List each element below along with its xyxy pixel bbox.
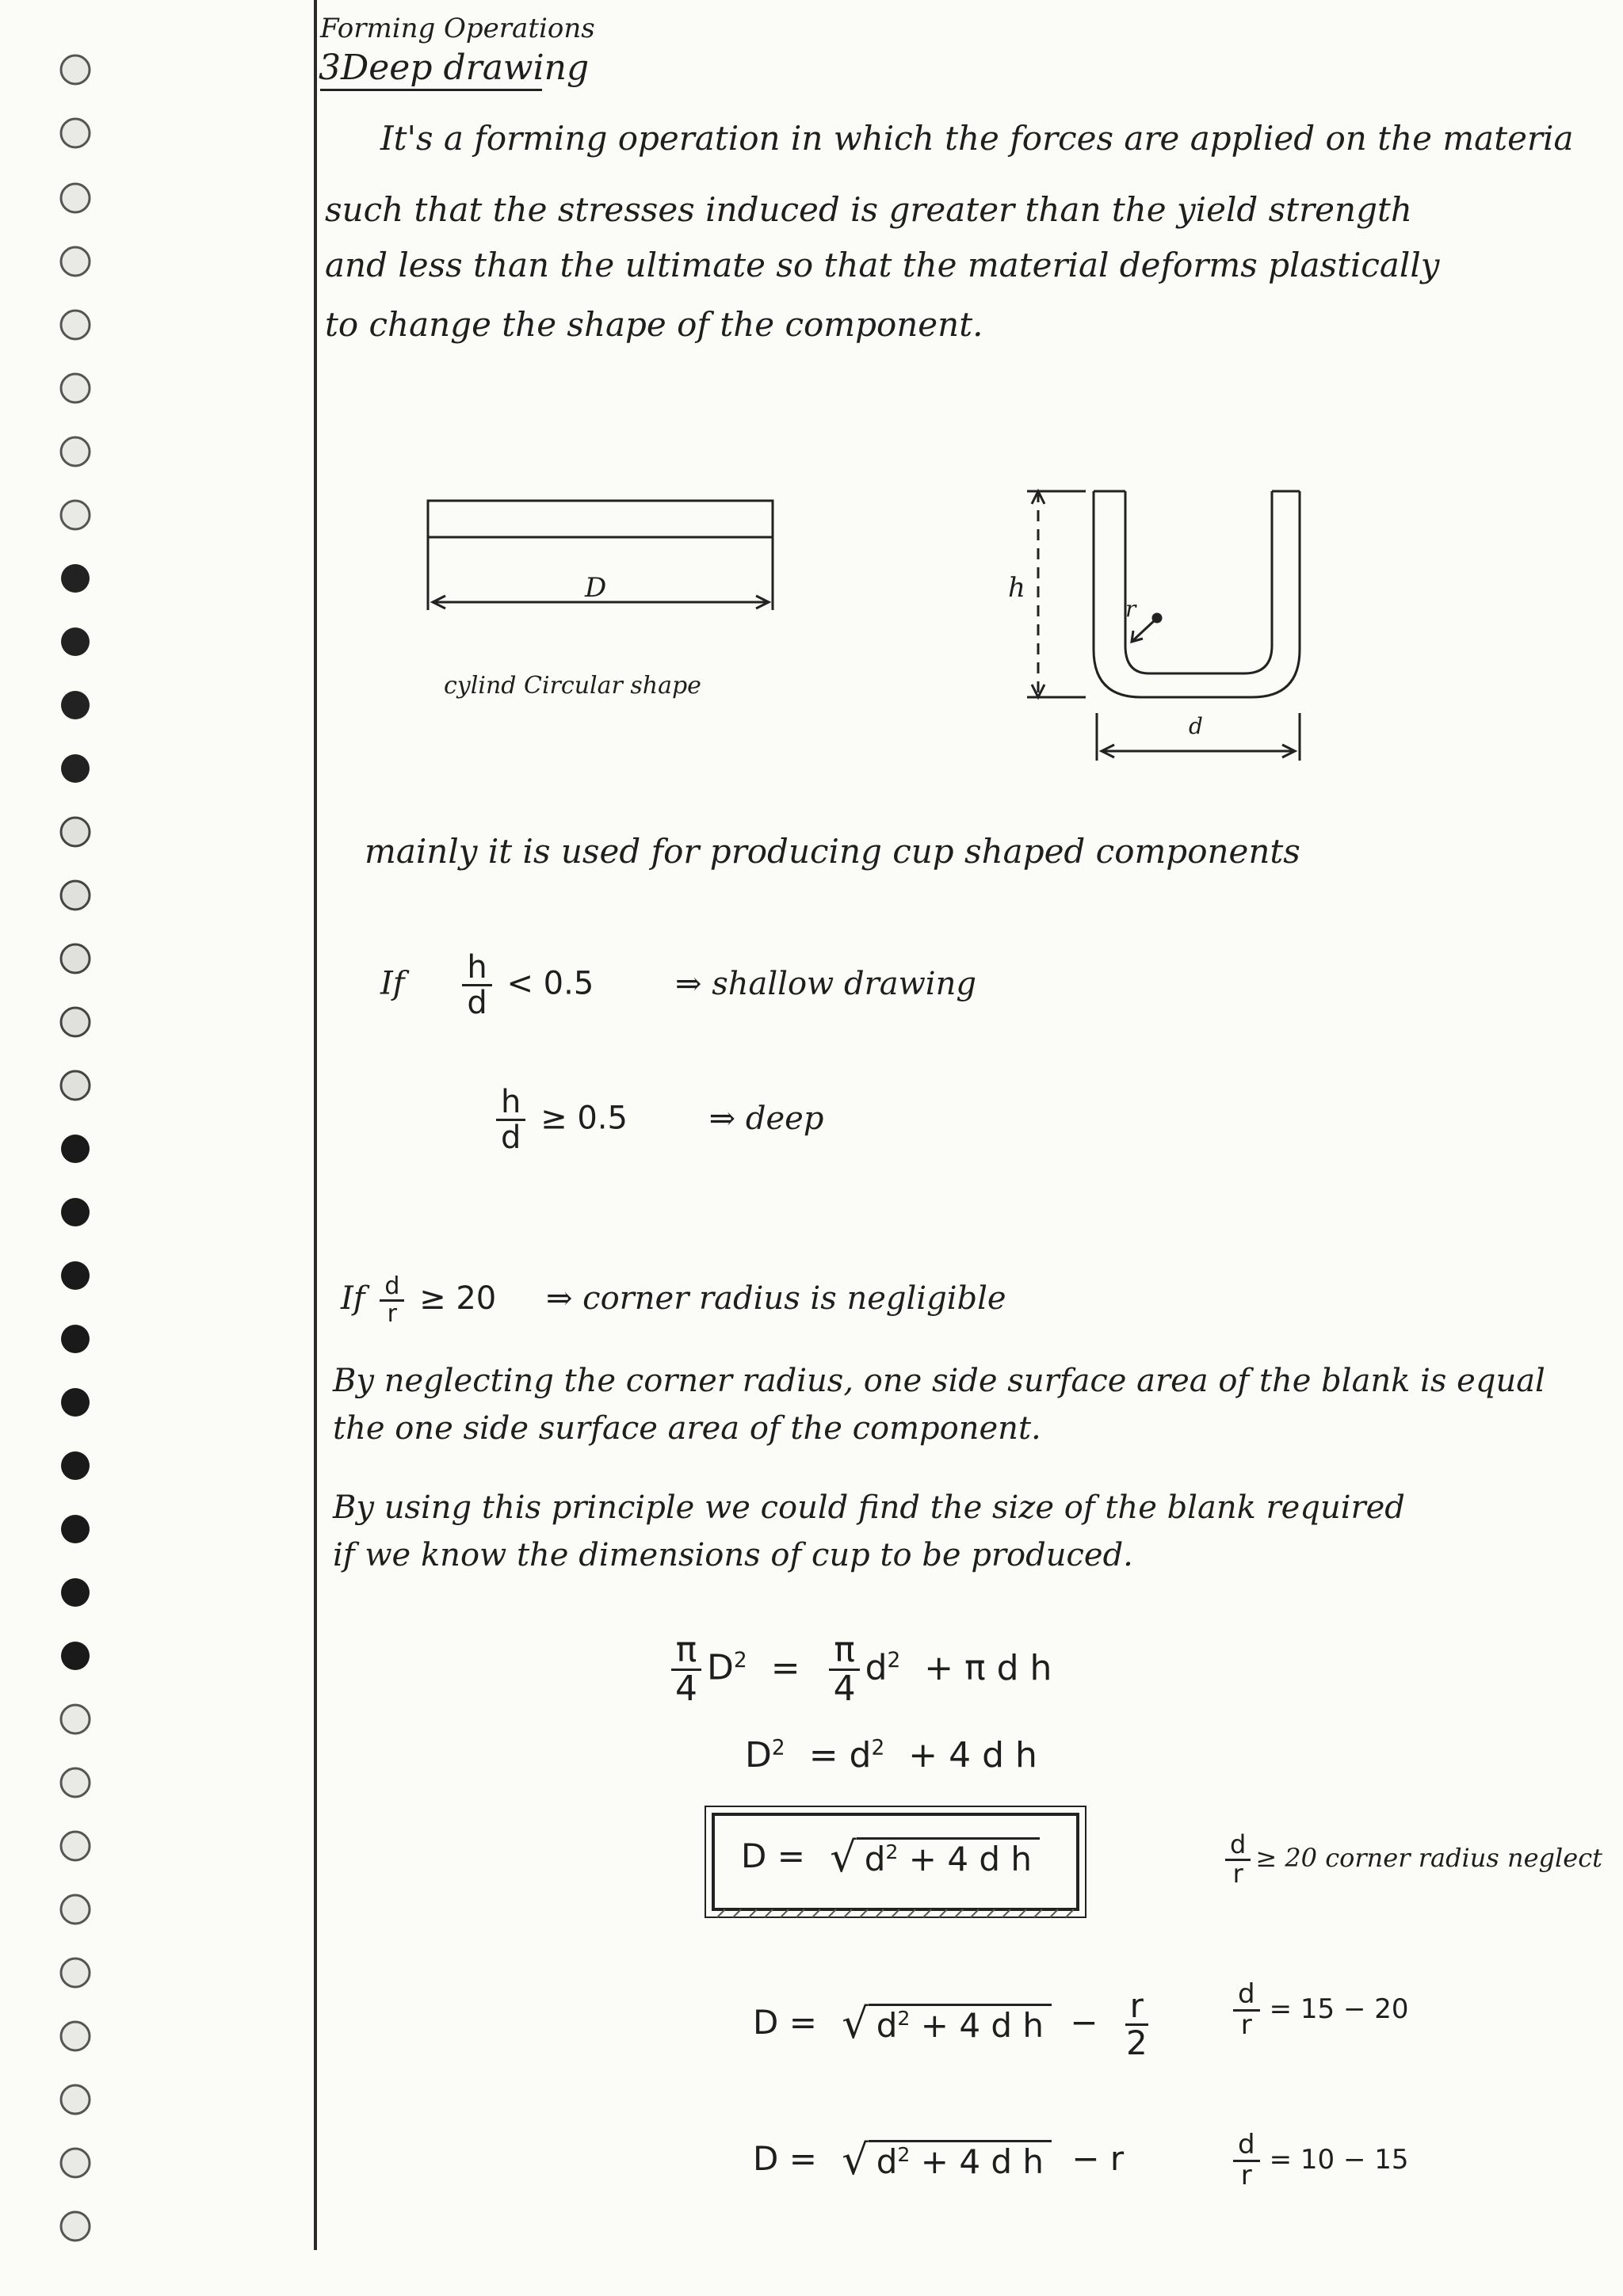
intro-line-4: to change the shape of the component. bbox=[325, 305, 983, 344]
eq2-left: D bbox=[745, 1735, 772, 1775]
boxed-note-num: d bbox=[1225, 1832, 1251, 1861]
eq4-minus: − bbox=[1070, 2003, 1098, 2042]
eq1-left-coef-num: π bbox=[671, 1632, 702, 1671]
eq2-tail: + 4 d h bbox=[908, 1735, 1037, 1775]
cup-label-d: d bbox=[1189, 713, 1203, 739]
eq1-right-coef-num: π bbox=[829, 1632, 860, 1671]
condition-corner-op: ≥ 20 bbox=[419, 1280, 497, 1317]
equation-radius-full bbox=[753, 2136, 1125, 2185]
eq5-sqrt-sign: √ bbox=[842, 2136, 869, 2185]
condition-deep-den: d bbox=[501, 1119, 521, 1156]
principle-line-2: the one side surface area of the component. bbox=[333, 1410, 1041, 1447]
intro-line-1: It's a forming operation in which the forces are applied on the materia bbox=[380, 119, 1574, 158]
condition-corner-num: d bbox=[380, 1274, 404, 1302]
section-title: 3Deep drawing bbox=[319, 48, 590, 88]
condition-shallow-result: ⇒ shallow drawing bbox=[675, 965, 976, 1002]
cup-label-r: r bbox=[1125, 596, 1136, 622]
boxed-note-fraction bbox=[1225, 1829, 1251, 1889]
eq4-note-den: r bbox=[1240, 2008, 1252, 2041]
eq1-left-sup: 2 bbox=[733, 1648, 747, 1673]
principle-line-4: if we know the dimensions of cup to be produced. bbox=[333, 1537, 1133, 1573]
condition-deep-result: ⇒ deep bbox=[708, 1100, 824, 1137]
intro-line-3: and less than the ultimate so that the material deforms plastically bbox=[325, 246, 1440, 284]
equation-radius-half bbox=[753, 1986, 1157, 2063]
eq5-rad: d bbox=[876, 2142, 898, 2182]
intro-line-2: such that the stresses induced is greater than the yield strength bbox=[325, 190, 1412, 229]
eq5-note bbox=[1228, 2131, 1409, 2190]
boxed-note bbox=[1220, 1829, 1602, 1889]
eq4-fraction bbox=[1121, 1986, 1152, 2063]
principle-line-1: By neglecting the corner radius, one side surface area of the blank is equal bbox=[333, 1363, 1545, 1399]
eq4-rad-tail: + 4 d h bbox=[920, 2006, 1044, 2046]
condition-deep-num: h bbox=[496, 1085, 525, 1121]
blank-caption: cylind Circular shape bbox=[444, 672, 701, 700]
eq5-note-text: = 10 − 15 bbox=[1269, 2143, 1409, 2176]
boxed-sqrt bbox=[830, 1833, 1040, 1882]
eq4-lhs: D = bbox=[753, 2003, 817, 2042]
running-title: Forming Operations bbox=[320, 13, 595, 44]
eq1-right-coef-den: 4 bbox=[833, 1669, 856, 1710]
eq2-mid-sup: 2 bbox=[871, 1735, 885, 1760]
condition-shallow-den: d bbox=[467, 985, 487, 1021]
boxed-rad-tail: + 4 d h bbox=[908, 1840, 1033, 1879]
eq1-left-var: D bbox=[707, 1647, 734, 1688]
principle-line-3: By using this principle we could find the size of the blank required bbox=[333, 1489, 1405, 1526]
eq1-right-sup: 2 bbox=[887, 1648, 901, 1673]
eq1-right-var: d bbox=[865, 1647, 888, 1688]
eq1-equals: = bbox=[770, 1647, 800, 1688]
eq2-mid: = d bbox=[808, 1735, 872, 1775]
boxed-note-den: r bbox=[1232, 1858, 1243, 1889]
eq4-note-text: = 15 − 20 bbox=[1269, 1993, 1409, 2025]
eq4-frac-num: r bbox=[1125, 1989, 1148, 2026]
condition-shallow-prefix: If bbox=[380, 965, 405, 1002]
eq1-left-coef-den: 4 bbox=[675, 1669, 697, 1710]
boxed-sqrt-body bbox=[857, 1837, 1040, 1879]
boxed-sqrt-sign: √ bbox=[830, 1833, 857, 1882]
condition-shallow-num: h bbox=[462, 951, 491, 986]
blank-label-D: D bbox=[585, 572, 607, 604]
eq5-sqrt-body bbox=[869, 2140, 1052, 2182]
eq4-note-fraction bbox=[1233, 1978, 1260, 2041]
eq4-sqrt-sign: √ bbox=[842, 2000, 869, 2049]
eq5-sqrt bbox=[842, 2136, 1052, 2185]
condition-deep-op: ≥ 0.5 bbox=[540, 1100, 628, 1137]
eq5-rad-tail: + 4 d h bbox=[920, 2142, 1044, 2182]
eq4-sqrt bbox=[842, 2000, 1052, 2049]
eq4-sup: 2 bbox=[897, 2007, 911, 2031]
boxed-sup: 2 bbox=[885, 1840, 899, 1864]
eq4-note bbox=[1228, 1978, 1409, 2041]
boxed-rad: d bbox=[864, 1840, 886, 1879]
eq4-frac-den: 2 bbox=[1125, 2023, 1148, 2063]
eq4-note-num: d bbox=[1233, 1981, 1260, 2012]
eq5-sup: 2 bbox=[897, 2143, 911, 2167]
condition-corner-den: r bbox=[387, 1299, 398, 1328]
eq1-tail: + π d h bbox=[924, 1647, 1052, 1688]
boxed-note-text: ≥ 20 corner radius neglect bbox=[1255, 1843, 1602, 1874]
eq5-note-den: r bbox=[1240, 2159, 1252, 2191]
condition-corner-result: ⇒ corner radius is negligible bbox=[545, 1280, 1006, 1317]
boxed-lhs: D = bbox=[741, 1836, 805, 1875]
condition-shallow-op: < 0.5 bbox=[506, 965, 594, 1002]
eq5-note-fraction bbox=[1233, 2131, 1260, 2190]
eq5-tail: − r bbox=[1071, 2139, 1125, 2178]
eq2-left-sup: 2 bbox=[771, 1735, 785, 1760]
equation-boxed bbox=[741, 1833, 1040, 1882]
eq5-note-num: d bbox=[1233, 2131, 1260, 2162]
eq4-rad: d bbox=[876, 2006, 898, 2046]
usage-line: mainly it is used for producing cup shaped components bbox=[365, 832, 1300, 871]
eq5-lhs: D = bbox=[753, 2139, 817, 2178]
eq4-sqrt-body bbox=[869, 2004, 1052, 2046]
cup-label-h: h bbox=[1008, 572, 1025, 604]
condition-corner-prefix: If bbox=[341, 1280, 365, 1317]
